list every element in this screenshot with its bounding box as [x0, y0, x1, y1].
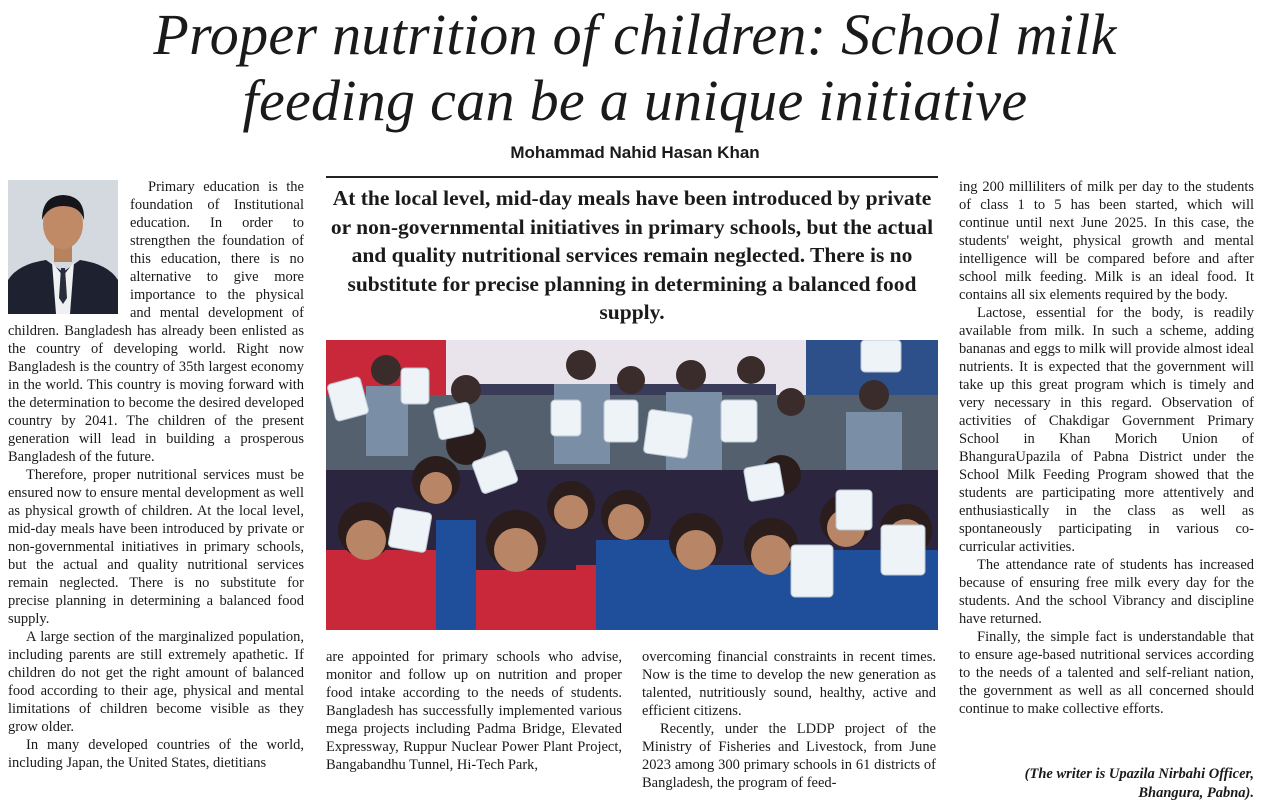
- column-3: [326, 648, 622, 774]
- col1-paragraph-2: Therefore, proper nutritional services must be ensured now to ensure mental development as well as physical growth of children. At the local level, mid-day meals have been introduced by private or non-governmental initiatives in primary schools, but the actual and quality nutritional services remain neglected. There is no substitute for precise planning in determining a balanced food supply.: [8, 467, 304, 627]
- column-1: [8, 178, 304, 772]
- column-5: [959, 178, 1254, 718]
- school-milk-photo: [326, 340, 938, 630]
- pull-quote: At the local level, mid-day meals have been introduced by private or non-governmental initiatives in primary schools, but the actual and quality nutritional services remain neglected. There is no substitute for precise planning in determining a balanced food supply.: [326, 176, 938, 327]
- author-portrait-image: [8, 180, 118, 314]
- column-4: [642, 648, 936, 792]
- writer-credit-line-1: (The writer is Upazila Nirbahi Officer,: [1024, 766, 1254, 782]
- col5-paragraph-3: The attendance rate of students has increased because of ensuring free milk every day for the students. And the school Vibrancy and discipline have returned.: [959, 557, 1254, 627]
- col4-paragraph-2: Recently, under the LDDP project of the Ministry of Fisheries and Livestock, from June 2023 among 300 primary schools in 61 districts of Bangladesh, the program of feed-: [642, 721, 936, 791]
- col1-paragraph-1: Primary education is the foundation of Institutional education. In order to strengthen the foundation of this education, there is no alternative to give more importance to the physical and mental development of children. Bangladesh has already been enlisted as the country of developing world. Right now Bangladesh is the country of 35th largest economy in the world. This country is moving forward with the determination to become the desired developed country by 2041. The children of the present generation will lead in building a prosperous Bangladesh of the future.: [8, 179, 304, 465]
- col1-paragraph-3: A large section of the marginalized population, including parents are still extremely apathetic. If children do not get the right amount of balanced food according to their age, physical and mental limitations of children become visible as they grow older.: [8, 629, 304, 735]
- author-portrait: [8, 180, 118, 314]
- col1-paragraph-4: In many developed countries of the world, including Japan, the United States, dietitians: [8, 737, 304, 771]
- writer-credit: [1025, 765, 1254, 803]
- children-with-milk-packets-image: [326, 340, 938, 630]
- col5-paragraph-4: Finally, the simple fact is understandable that to ensure age-based nutritional services according to the needs of a talented and self-reliant nation, the government as well as all concerned should continue to make collective efforts.: [959, 629, 1254, 717]
- col3-paragraph-1: are appointed for primary schools who advise, monitor and follow up on nutrition and proper food intake according to the needs of students. Bangladesh has successfully implemented various mega projects including Padma Bridge, Elevated Expressway, Ruppur Nuclear Power Plant Project, Bangabandhu Tunnel, Hi-Tech Park,: [326, 649, 622, 773]
- col5-paragraph-1: ing 200 milliliters of milk per day to the students of class 1 to 5 has been started, which will continue until next June 2025. In this case, the students' weight, physical growth and mental intelligence will be compared before and after school milk feeding. Milk is an ideal food. It contains all six elements required by the body.: [959, 179, 1254, 303]
- writer-credit-line-2: Bhangura, Pabna).: [1138, 785, 1254, 801]
- headline-line-1: Proper nutrition of children: School milk: [153, 2, 1117, 67]
- byline: Mohammad Nahid Hasan Khan: [510, 143, 760, 162]
- col4-paragraph-1: overcoming financial constraints in recent times. Now is the time to develop the new generation as talented, nutritiously sound, healthy, active and efficient citizens.: [642, 649, 936, 719]
- headline-line-2: feeding can be a unique initiative: [242, 68, 1028, 133]
- headline: [60, 2, 1210, 134]
- col5-paragraph-2: Lactose, essential for the body, is readily available from milk. In such a scheme, adding bananas and eggs to milk will provide almost ideal nutrients. It is expected that the government will take up this great program which is timely and very necessary in this regard. Observation of activities of Chakdigar Government Primary School in Khan Morich Union of BhanguraUpazila of Pabna District under the School Milk Feeding Program showed that the students are participating more attentively and enthusiastically in the class as well as spontaneously participating in various co-curricular activities.: [959, 305, 1254, 555]
